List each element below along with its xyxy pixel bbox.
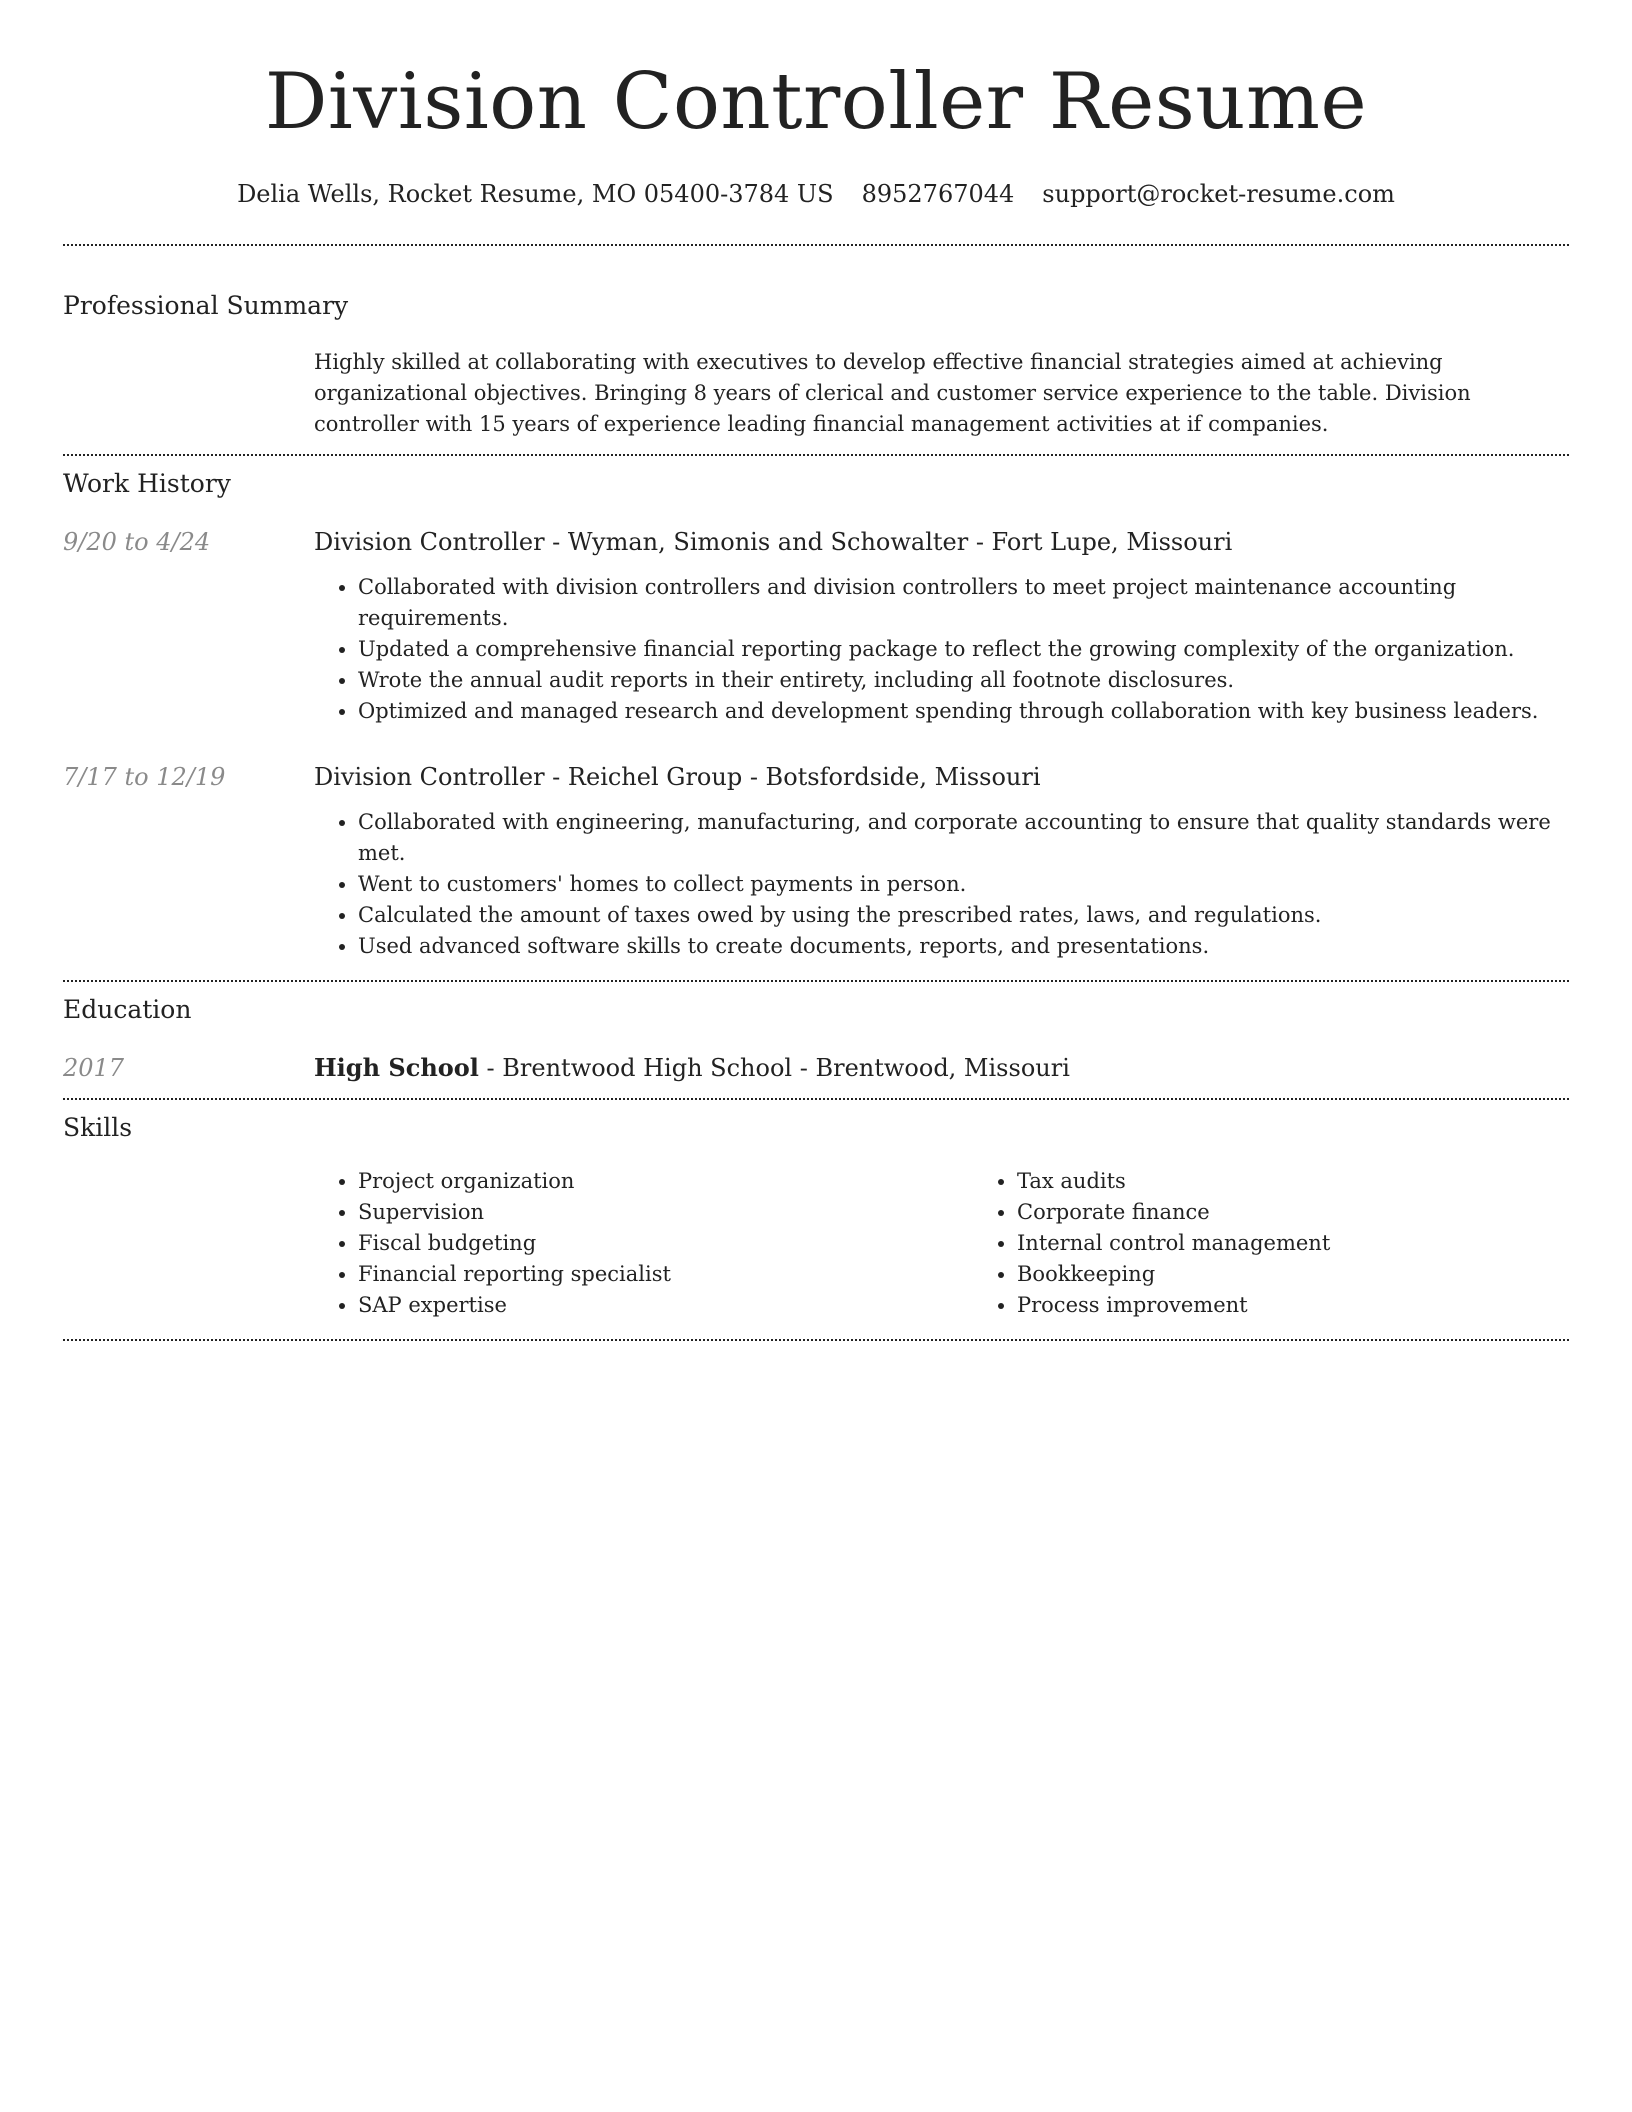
contact-line [63,178,1569,210]
skills-list-right [973,1166,1632,1321]
job-title: Division Controller [314,528,545,556]
contact-address: Delia Wells, Rocket Resume, MO 05400-3784 US [237,180,834,208]
list-item: • Updated a comprehensive financial reporting package to reflect the growing complexity of the organization. [358,634,1569,665]
list-item: • Supervision [358,1197,973,1228]
skills-section [63,1112,1569,1321]
section-title-summary: Professional Summary [63,291,349,320]
list-item: • Financial reporting specialist [358,1259,973,1290]
education-degree: High School [314,1053,479,1082]
job-entry [63,761,1569,962]
job-entry [63,526,1569,727]
list-item: • Optimized and managed research and development spending through collaboration with key business leaders. [358,696,1569,727]
list-item: • Calculated the amount of taxes owed by using the prescribed rates, laws, and regulations. [358,900,1569,931]
summary-section [63,290,1569,440]
education-entry [63,1052,1569,1084]
list-item: • Project organization [358,1166,973,1197]
list-item: • Went to customers' homes to collect payments in person. [358,869,1569,900]
job-dates: 7/17 to 12/19 [63,763,226,791]
list-item: • Corporate finance [1017,1197,1632,1228]
list-item: • Bookkeeping [1017,1259,1632,1290]
list-item: • SAP expertise [358,1290,973,1321]
job-heading [314,526,1569,558]
list-item: • Collaborated with division controllers and division controllers to meet project maintenance accounting requirements. [358,572,1569,634]
education-school: - Brentwood High School - Brentwood, Missouri [478,1054,1070,1082]
job-employer: - Reichel Group - Botsfordside, Missouri [544,763,1041,791]
job-heading [314,761,1569,793]
job-bullets [314,572,1569,727]
work-history-section [63,468,1569,962]
skills-list-left [314,1166,973,1321]
section-title-work-history: Work History [63,469,231,498]
list-item: • Process improvement [1017,1290,1632,1321]
job-title: Division Controller [314,763,545,791]
divider [63,244,1569,246]
summary-text: Highly skilled at collaborating with executives to develop effective financial strategies aimed at achieving organizational objectives. Bringing 8 years of clerical and customer service experience to the table. Division controller with 15 years of experience leading financial management activities at if companies. [314,350,1471,436]
list-item: • Fiscal budgeting [358,1228,973,1259]
divider [63,1098,1569,1100]
list-item: • Collaborated with engineering, manufacturing, and corporate accounting to ensure that quality standards were met. [358,807,1569,869]
list-item: • Tax audits [1017,1166,1632,1197]
education-heading [314,1052,1569,1084]
education-date: 2017 [63,1054,125,1082]
skills-grid [314,1166,1632,1321]
job-employer: - Wyman, Simonis and Schowalter - Fort Lupe, Missouri [544,528,1233,556]
job-dates: 9/20 to 4/24 [63,528,211,556]
list-item: • Wrote the annual audit reports in their entirety, including all footnote disclosures. [358,665,1569,696]
section-title-skills: Skills [63,1113,133,1142]
contact-email: support@rocket-resume.com [1042,180,1395,208]
contact-phone: 8952767044 [861,180,1015,208]
list-item: • Internal control management [1017,1228,1632,1259]
divider [63,980,1569,982]
education-section [63,994,1569,1084]
divider [63,1339,1569,1341]
page-title: Division Controller Resume [264,57,1368,147]
section-title-education: Education [63,995,192,1024]
list-item: • Used advanced software skills to create documents, reports, and presentations. [358,931,1569,962]
divider [63,454,1569,456]
job-bullets [314,807,1569,962]
